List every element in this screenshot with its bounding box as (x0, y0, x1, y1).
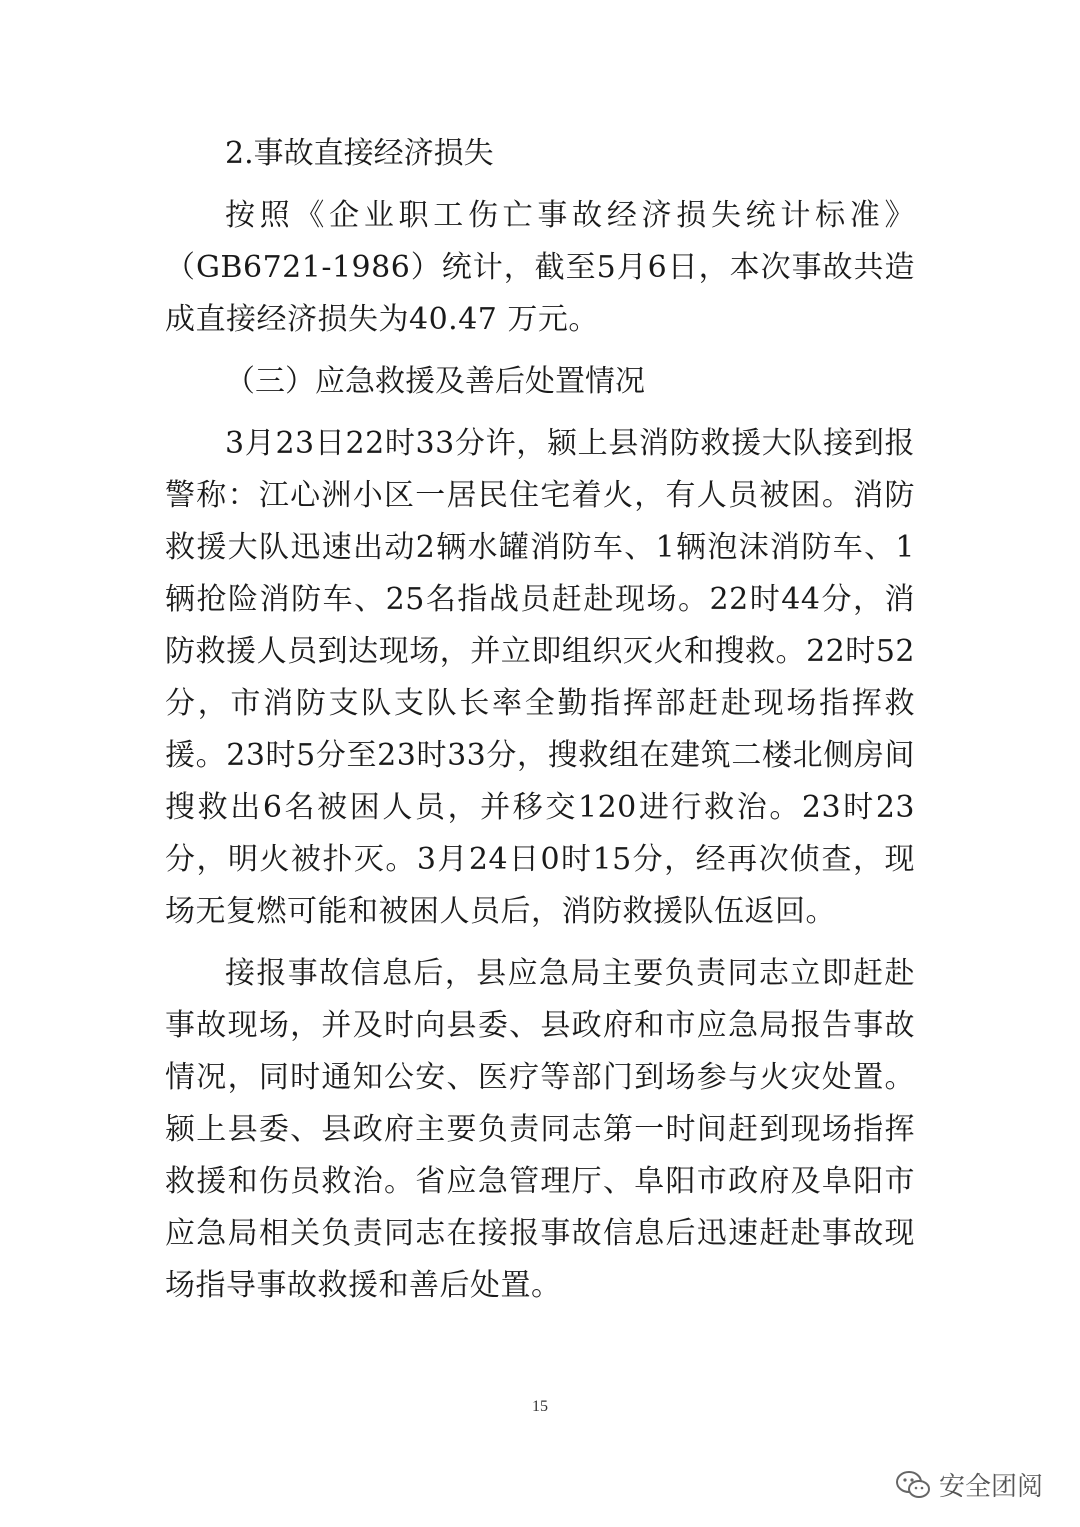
section-heading-emergency-rescue: （三）应急救援及善后处置情况 (225, 364, 645, 399)
paragraph-aftermath: 接报事故信息后，县应急局主要负责同志立即赶赴事故现场，并及时向县委、县政府和市应急局报告事故情况，同时通知公安、医疗等部门到场参与火灾处置。颍上县委、县政府主要负责同志第一时间赶到现场指挥救援和伤员救治。省应急管理厅、阜阳市政府及阜阳市应急局相关负责同志在接报事故信息后迅速赶赴事故现场指导事故救援和善后处置。 (165, 956, 915, 1303)
section-heading-direct-loss: 2.事故直接经济损失 (225, 136, 494, 171)
paragraph-rescue-process: 3月23日22时33分许，颍上县消防救援大队接到报警称：江心洲小区一居民住宅着火，有人员被困。消防救援大队迅速出动2辆水罐消防车、1辆泡沫消防车、1辆抢险消防车、25名指战员赶赴现场。22时44分，消防救援人员到达现场，并立即组织灭火和搜救。22时52分，市消防支队支队长率全勤指挥部赶赴现场指挥救援。23时5分至23时33分，搜救组在建筑二楼北侧房间搜救出6名被困人员，并移交120进行救治。23时23分，明火被扑灭。3月24日0时15分，经再次侦查，现场无复燃可能和被困人员后，消防救援队伍返回。 (165, 426, 915, 929)
paragraph-economic-loss: 按照《企业职工伤亡事故经济损失统计标准》（GB6721-1986）统计，截至5月6日，本次事故共造成直接经济损失为40.47 万元。 (165, 198, 915, 337)
wechat-icon (895, 1470, 931, 1500)
watermark (895, 1466, 1043, 1503)
page-number: 15 (532, 1398, 548, 1415)
document-body (165, 128, 915, 1312)
watermark-text: 安全团阅 (939, 1472, 1044, 1502)
